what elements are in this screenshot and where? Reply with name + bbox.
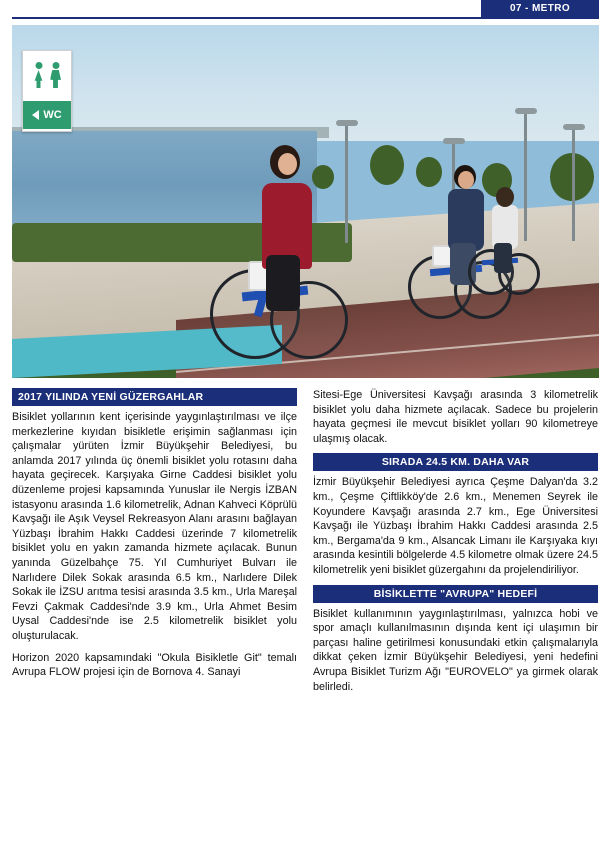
left-column	[12, 388, 297, 840]
article-body	[12, 388, 599, 840]
header-divider	[12, 17, 599, 19]
paragraph: Horizon 2020 kapsamındaki "Okula Bisikletle Git" temalı Avrupa FLOW projesi için de Bornova 4. Sanayi	[12, 651, 297, 679]
section-heading-europe-goal: BİSİKLETTE "AVRUPA" HEDEFİ	[313, 585, 598, 603]
cyclist-background	[464, 173, 544, 303]
paragraph: İzmir Büyükşehir Belediyesi ayrıca Çeşme Dalyan'da 3.2 km., Çeşme Çiftlikköy'de 2.6 km., Menemen Seyrek ile Koyundere Kavşağı arasında 2.7 km., Ege Üniversitesi Kavşağı ile Yüzbaşı İbrahim Hakkı Caddesi arasında 2.5 km., Bergama'da 9 km., Alsancak Limanı ile Karşıyaka kıyı arasında kesintili bölgelerde 4.5 kilometre olmak üzere 24.5 kilometrelik yeni bisiklet güzergahını da projelendiriliyor.	[313, 476, 598, 576]
wc-text: WC	[43, 109, 62, 121]
rider-face	[278, 153, 297, 175]
tree-icon	[370, 145, 404, 185]
right-column	[313, 388, 598, 840]
wc-figures	[23, 51, 71, 101]
page-tag-badge: 07 - METRO	[481, 0, 599, 17]
rider-legs	[494, 243, 512, 273]
rider-head	[496, 187, 514, 207]
rider-legs	[266, 255, 300, 311]
section-heading-new-routes: 2017 YILINDA YENİ GÜZERGAHLAR	[12, 388, 297, 406]
female-restroom-icon	[32, 62, 45, 90]
wc-label	[23, 101, 71, 129]
cyclist-foreground	[208, 121, 358, 357]
left-arrow-icon	[32, 110, 39, 120]
lamp-post-icon	[572, 129, 575, 241]
paragraph: Bisiklet yollarının kent içerisinde yaygınlaştırılması ve ilçe merkezlerine kıyıdan bisikletle erişimin sağlanması için çalışmalar yürüten İzmir Büyükşehir Belediyesi, bu anlamda 2017 yılında üç önemli bisiklet yolu rotasını daha hayata geçirecek. Karşıyaka Girne Caddesi bisiklet yolu düzenleme projesi kapsamında Yunuslar ile Nergis İZBAN istasyonu arasında 1.6 kilometrelik, Adnan Kahveci Köprülü Kavşağı ile Aşık Veysel Rekreasyon Alanı arasını bağlayan Yüzbaşı İbrahim Hakkı Caddesi üzerinde 7 kilometrelik bisiklet yolu en yakın zamanda hizmete açılacak. Bunun yanında Güzelbahçe 75. Yıl Cumhuriyet Bulvarı ile Narlıdere Dilek Sokak arasında 6.5 km., Narlıdere Dilek Sokak ile İZSU arıtma tesisi arasında 3.5 km., Urla Mareşal Fevzi Çakmak Caddesi'nde 3.9 km., Urla Ahmet Besim Uysal Caddesi'nde ise 2.5 kilometrelik bisiklet yolu oluşturulacak.	[12, 411, 297, 642]
wc-sign	[22, 50, 72, 132]
article-photo	[12, 25, 599, 378]
male-restroom-icon	[49, 62, 62, 90]
paragraph: Sitesi-Ege Üniversitesi Kavşağı arasında 3 kilometrelik bisiklet yolu daha hizmete açılacak. Sadece bu projelerin hayata geçmesi ile mevcut bisiklet yolları 90 kilometreye ulaşmış olacak.	[313, 389, 598, 445]
paragraph: Bisiklet kullanımının yaygınlaştırılması, yalnızca hobi ve spor amaçlı kullanılmasının dışında kent içi ulaşımın bir parçası haline getirilmesi konusundaki etkin çalışmalarıyla dikkat çeken İzmir Büyükşehir Belediyesi, yeni hedefini Avrupa Bisiklet Turizm Ağı "EUROVELO" ya girmek olarak belirledi.	[313, 607, 598, 693]
section-heading-next-245km: SIRADA 24.5 KM. DAHA VAR	[313, 453, 598, 471]
